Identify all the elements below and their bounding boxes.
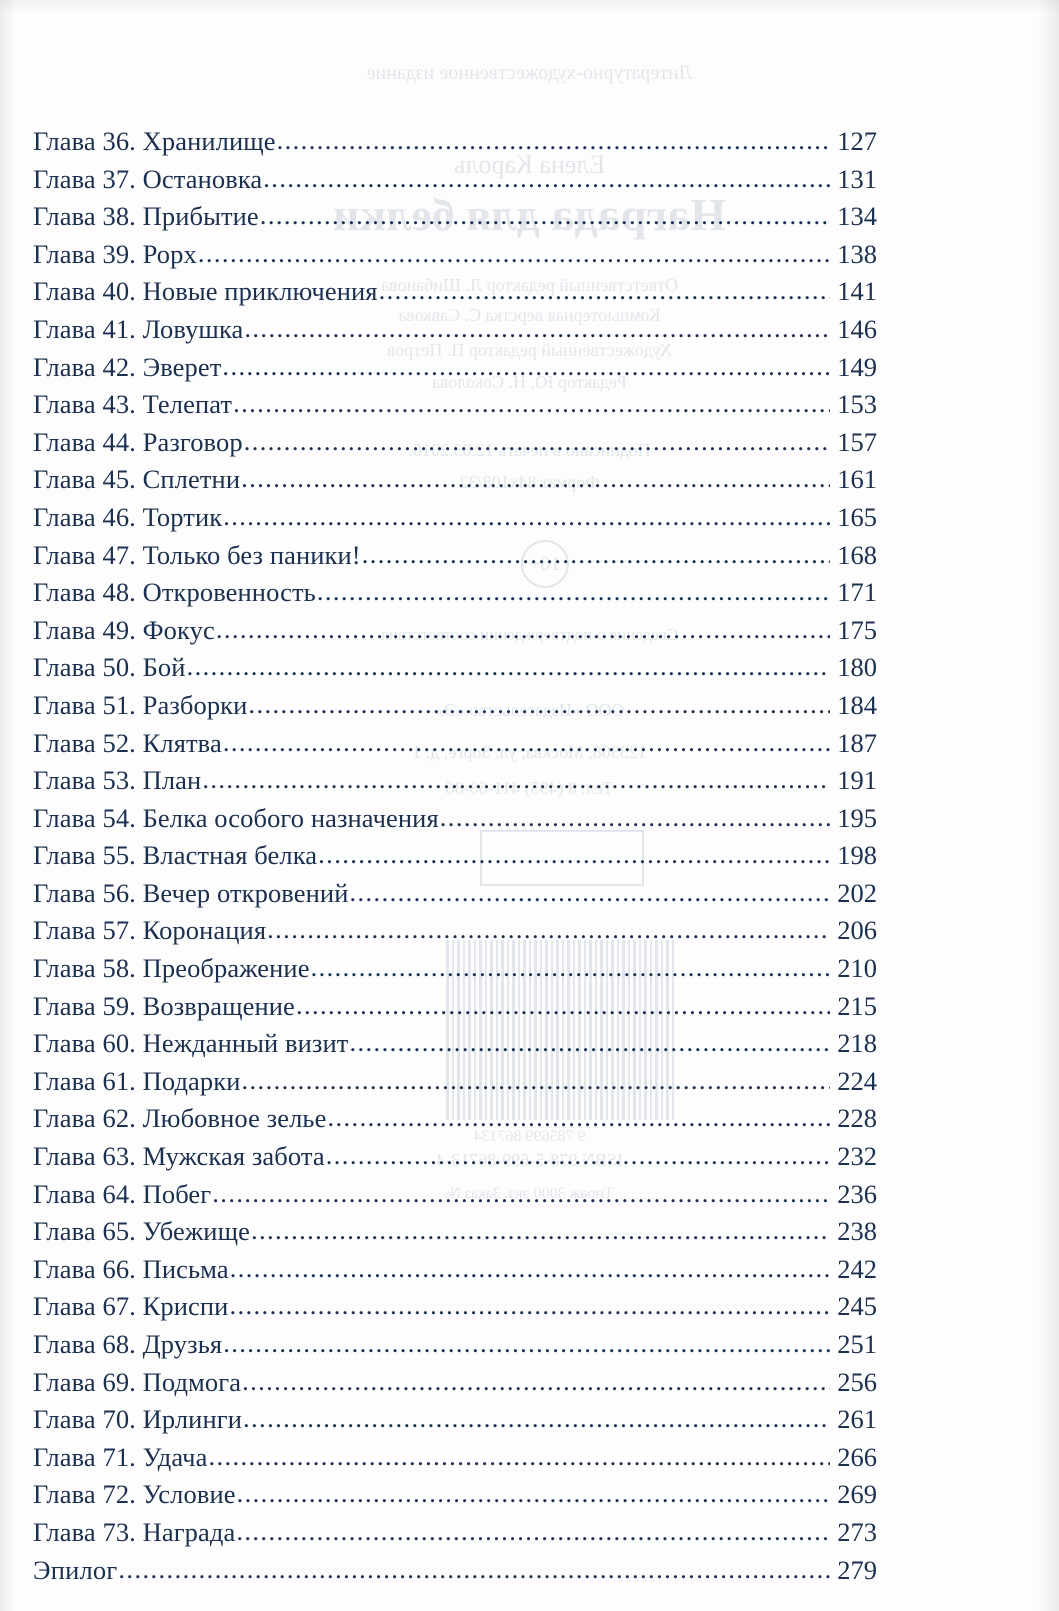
toc-entry-page: 138 xyxy=(837,238,877,269)
toc-entry-page: 256 xyxy=(837,1366,877,1397)
toc-entry[interactable] xyxy=(33,391,877,429)
toc-entry-title: Глава 63. Мужская забота xyxy=(33,1141,325,1172)
ghost-line: Тираж 3000 экз. Заказ № xyxy=(445,1185,614,1202)
toc-entry-title: Глава 73. Награда xyxy=(33,1516,236,1547)
toc-entry[interactable] xyxy=(33,238,877,279)
toc-entry-page: 198 xyxy=(837,840,877,871)
toc-leader-dots xyxy=(248,691,830,718)
toc-entry-page: 134 xyxy=(837,201,877,232)
toc-entry-title: Глава 58. Преображение xyxy=(33,953,310,984)
toc-entry[interactable] xyxy=(33,654,877,692)
toc-entry-title: Глава 67. Криспи xyxy=(33,1291,229,1322)
toc-entry-page: 149 xyxy=(837,351,877,382)
toc-entry[interactable] xyxy=(33,1366,877,1407)
toc-entry-title: Глава 64. Побег xyxy=(33,1178,212,1209)
toc-entry[interactable] xyxy=(33,1105,877,1143)
toc-entry-title: Глава 61. Подарки xyxy=(33,1065,241,1096)
ghost-line: ISBN 978-5-699-86713-4 xyxy=(436,1150,623,1170)
toc-entry-page: 273 xyxy=(837,1516,877,1547)
toc-entry-page: 184 xyxy=(837,689,877,720)
toc-leader-dots xyxy=(229,1292,830,1319)
toc-leader-dots xyxy=(202,766,830,793)
toc-entry-page: 161 xyxy=(837,464,877,495)
toc-entry[interactable] xyxy=(33,1143,877,1181)
toc-entry-page: 146 xyxy=(837,313,877,344)
toc-entry-page: 215 xyxy=(837,990,877,1021)
toc-entry[interactable] xyxy=(33,1253,877,1294)
toc-entry-page: 251 xyxy=(837,1329,877,1359)
toc-entry-title: Глава 56. Вечер откровений xyxy=(33,877,349,908)
ghost-line: Художественный редактор П. Петров xyxy=(386,340,673,360)
ghost-line: Литературно-художественное издание xyxy=(366,62,693,84)
toc-leader-dots xyxy=(317,578,830,605)
toc-entry-page: 153 xyxy=(837,389,877,420)
toc-entry[interactable] xyxy=(33,802,877,843)
toc-entry[interactable] xyxy=(33,1065,877,1106)
toc-leader-dots xyxy=(243,1405,830,1432)
ghost-line: Подписано в печать 12.03.2016. xyxy=(408,440,651,460)
toc-entry-page: 210 xyxy=(837,953,877,984)
toc-entry-page: 165 xyxy=(837,501,877,532)
toc-entry[interactable] xyxy=(33,128,877,166)
toc-leader-dots xyxy=(187,653,830,680)
toc-leader-dots xyxy=(233,390,830,417)
toc-entry-title: Глава 49. Фокус xyxy=(33,614,215,645)
toc-entry[interactable] xyxy=(33,579,877,617)
toc-entry[interactable] xyxy=(33,351,877,392)
toc-leader-dots xyxy=(251,1217,830,1244)
ghost-line: 123308, Москва, ул. Зорге, д. 1 xyxy=(412,742,647,762)
toc-entry-page: 228 xyxy=(837,1103,877,1134)
ghost-line: Формат 84x108/32 xyxy=(459,472,600,492)
toc-entry-title: Глава 39. Рорх xyxy=(33,238,197,269)
toc-leader-dots xyxy=(230,1255,830,1282)
toc-entry-page: 202 xyxy=(837,877,877,908)
toc-entry-title: Глава 71. Удача xyxy=(33,1441,208,1472)
toc-entry[interactable] xyxy=(33,917,877,955)
toc-entry-title: Глава 51. Разборки xyxy=(33,689,248,720)
toc-leader-dots xyxy=(326,1142,830,1169)
toc-leader-dots xyxy=(263,165,830,192)
toc-entry[interactable] xyxy=(33,1441,877,1482)
toc-entry-title: Глава 68. Друзья xyxy=(33,1329,223,1359)
toc-entry-page: 206 xyxy=(837,915,877,946)
toc-entry-page: 245 xyxy=(837,1291,877,1322)
toc-entry-page: 175 xyxy=(837,614,877,645)
toc-leader-dots xyxy=(212,1180,830,1207)
toc-entry[interactable] xyxy=(33,501,877,542)
toc-entry[interactable] xyxy=(33,1218,877,1256)
toc-entry-title: Эпилог xyxy=(33,1554,118,1585)
toc-entry-title: Глава 44. Разговор xyxy=(33,426,243,457)
ghost-line: 9 785699 867134 xyxy=(473,1128,586,1145)
toc-entry-page: 269 xyxy=(837,1479,877,1510)
toc-entry[interactable] xyxy=(33,727,877,768)
toc-entry[interactable] xyxy=(33,767,877,805)
toc-leader-dots xyxy=(267,916,830,943)
toc-entry-title: Глава 41. Ловушка xyxy=(33,313,244,344)
toc-entry-title: Глава 59. Возвращение xyxy=(33,990,295,1021)
toc-entry-title: Глава 53. План xyxy=(33,765,202,796)
toc-entry-title: Глава 50. Бой xyxy=(33,652,186,683)
toc-leader-dots xyxy=(118,1556,830,1583)
toc-leader-dots xyxy=(236,1518,830,1545)
toc-entry-page: 171 xyxy=(837,577,877,608)
toc-leader-dots xyxy=(222,353,830,380)
toc-entry[interactable] xyxy=(33,1331,877,1369)
toc-entry-page: 279 xyxy=(837,1554,877,1585)
ghost-line: Награда для белки xyxy=(332,189,727,240)
toc-leader-dots xyxy=(244,428,830,455)
toc-entry[interactable] xyxy=(33,539,877,580)
ghost-line: ООО «Издательство «Э» xyxy=(434,700,625,720)
toc-entry[interactable] xyxy=(33,426,877,467)
ghost-line: Ответственный редактор Л. Шибанова xyxy=(381,275,678,295)
toc-entry[interactable] xyxy=(33,1481,877,1519)
toc-entry-title: Глава 52. Клятва xyxy=(33,727,222,758)
ghost-line: Тел. 8 (495) 411-68-86 xyxy=(445,778,614,798)
toc-entry-page: 236 xyxy=(837,1178,877,1209)
toc-entry-title: Глава 66. Письма xyxy=(33,1253,229,1284)
toc-entry-title: Глава 55. Властная белка xyxy=(33,840,318,871)
toc-leader-dots xyxy=(237,1480,830,1507)
toc-leader-dots xyxy=(242,1368,830,1395)
toc-entry[interactable] xyxy=(33,1554,877,1595)
age-badge-ghost: 16+ xyxy=(521,540,569,588)
toc-entry-title: Глава 37. Остановка xyxy=(33,163,263,194)
toc-entry-page: 266 xyxy=(837,1441,877,1472)
toc-entry-page: 187 xyxy=(837,727,877,758)
toc-entry-title: Глава 46. Тортик xyxy=(33,501,223,532)
toc-leader-dots xyxy=(277,127,830,154)
toc-leader-dots xyxy=(216,616,830,643)
toc-leader-dots xyxy=(440,804,830,831)
toc-entry[interactable] xyxy=(33,466,877,504)
toc-leader-dots xyxy=(223,503,830,530)
toc-entry-title: Глава 36. Хранилище xyxy=(33,126,276,156)
toc-entry-page: 157 xyxy=(837,426,877,457)
ghost-line: Компьютерная верстка С. Савкова xyxy=(398,305,661,325)
toc-entry-page: 195 xyxy=(837,802,877,833)
toc-entry[interactable] xyxy=(33,1406,877,1444)
toc-entry-page: 261 xyxy=(837,1404,877,1435)
toc-entry[interactable] xyxy=(33,1293,877,1331)
toc-entry-page: 191 xyxy=(837,765,877,796)
toc-leader-dots xyxy=(311,954,830,981)
toc-entry-title: Глава 48. Откровенность xyxy=(33,577,316,608)
toc-entry[interactable] xyxy=(33,203,877,241)
toc-entry[interactable] xyxy=(33,278,877,316)
toc-leader-dots xyxy=(198,240,830,267)
toc-entry-page: 168 xyxy=(837,539,877,570)
toc-entry-title: Глава 40. Новые приключения xyxy=(33,276,378,307)
toc-leader-dots xyxy=(241,465,830,492)
toc-entry-page: 127 xyxy=(837,126,877,156)
toc-entry[interactable] xyxy=(33,877,877,918)
toc-entry[interactable] xyxy=(33,689,877,730)
toc-entry-title: Глава 65. Убежище xyxy=(33,1216,250,1247)
toc-entry-page: 141 xyxy=(837,276,877,307)
toc-entry-title: Глава 47. Только без паники! xyxy=(33,539,361,570)
toc-leader-dots xyxy=(208,1443,830,1470)
toc-entry[interactable] xyxy=(33,1178,877,1219)
toc-entry[interactable] xyxy=(33,1516,877,1557)
toc-leader-dots xyxy=(327,1104,830,1131)
toc-entry-page: 238 xyxy=(837,1216,877,1247)
ghost-line: Сведения о подтверждении соответствия xyxy=(380,625,679,644)
toc-leader-dots xyxy=(349,879,830,906)
ghost-line: Елена Кароль xyxy=(453,150,606,179)
toc-entry[interactable] xyxy=(33,955,877,993)
toc-entry-page: 180 xyxy=(837,652,877,683)
toc-entry[interactable] xyxy=(33,990,877,1031)
toc-leader-dots xyxy=(362,541,830,568)
toc-entry[interactable] xyxy=(33,842,877,880)
toc-entry-title: Глава 69. Подмога xyxy=(33,1366,242,1397)
toc-entry-title: Глава 72. Условие xyxy=(33,1479,236,1510)
toc-entry-title: Глава 42. Эверет xyxy=(33,351,222,382)
toc-entry[interactable] xyxy=(33,614,877,655)
toc-entry-page: 232 xyxy=(837,1141,877,1172)
toc-entry-title: Глава 57. Коронация xyxy=(33,915,267,946)
toc-entry-title: Глава 62. Любовное зелье xyxy=(33,1103,327,1134)
toc-entry-title: Глава 38. Прибытие xyxy=(33,201,259,232)
toc-leader-dots xyxy=(379,277,830,304)
toc-leader-dots xyxy=(296,992,830,1019)
toc-leader-dots xyxy=(244,315,830,342)
ghost-line: Редактор Ю. Н. Соколова xyxy=(432,372,627,392)
toc-entry-page: 242 xyxy=(837,1253,877,1284)
toc-leader-dots xyxy=(260,202,830,229)
toc-entry[interactable] xyxy=(33,1030,877,1068)
toc-leader-dots xyxy=(223,1330,830,1357)
toc-entry-title: Глава 45. Сплетни xyxy=(33,464,241,495)
toc-entry-page: 131 xyxy=(837,163,877,194)
toc-entry-title: Глава 43. Телепат xyxy=(33,389,233,420)
toc-entry-page: 218 xyxy=(837,1028,877,1059)
toc-entry-title: Глава 70. Ирлинги xyxy=(33,1404,242,1435)
toc-entry-title: Глава 54. Белка особого назначения xyxy=(33,802,439,833)
toc-entry-title: Глава 60. Нежданный визит xyxy=(33,1028,349,1059)
toc-leader-dots xyxy=(223,729,830,756)
toc-entry-page: 224 xyxy=(837,1065,877,1096)
toc-leader-dots xyxy=(242,1067,831,1094)
toc-leader-dots xyxy=(349,1029,830,1056)
toc-leader-dots xyxy=(318,841,830,868)
